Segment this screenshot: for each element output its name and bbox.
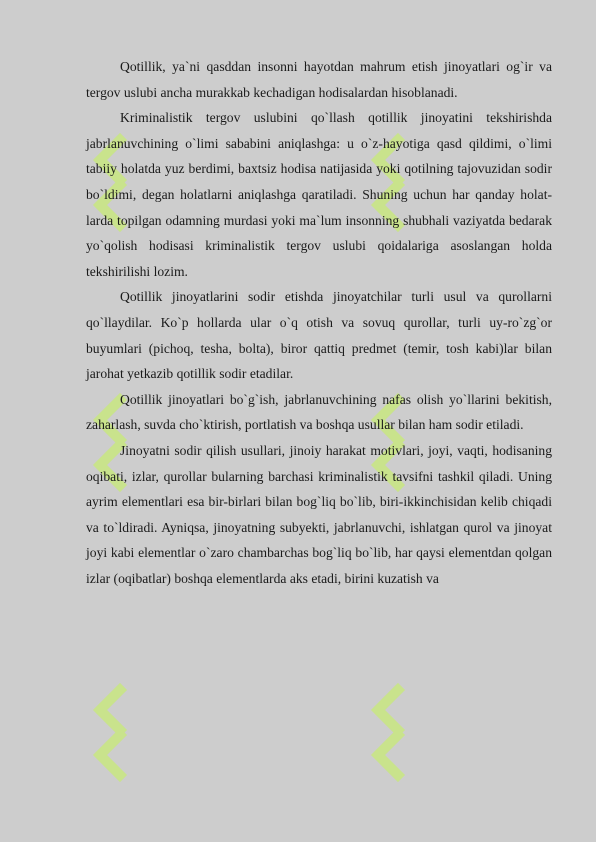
watermark-mark	[370, 680, 410, 842]
watermark-mark	[92, 680, 132, 842]
paragraph: Qotillik jinoyatlarini sodir etishda jinoyatchilar turli usul va qurollarni qo`llaydilar. Ko`p hollarda ular o`q otish va sovuq qurollar, turli uy-ro`zg`or buyumlari (pichoq, tesha, bolta), biror qattiq predmet (temir, tosh kabi)lar bilan jarohat yetkazib qotillik sodir etadilar.	[86, 289, 552, 382]
paragraph: Qotillik, ya`ni qasddan insonni hayotdan mahrum etish jinoyatlari og`ir va tergov uslubi ancha murakkab kechadigan hodisalardan hisoblanadi.	[86, 59, 552, 100]
paragraph: Jinoyatni sodir qilish usullari, jinoiy harakat motivlari, joyi, vaqti, hodisaning oqibati, izlar, qurollar bularning barchasi kriminalistik tavsifni tashkil qiladi. Uning ayrim elementlari esa bir-birlari bilan bog`liq bo`lib, biri-ikkinchisidan kelib chiqadi va to`ldiradi. Ayniqsa, jinoyatning subyekti, jabrlanuvchi, ishlatgan qurol va jinoyat joyi kabi elementlar o`zaro chambarchas bog`liq bo`lib, har qaysi elementdan qolgan izlar (oqibatlar) boshqa elementlarda aks etadi, birini kuzatish va	[86, 442, 552, 586]
paragraph: Kriminalistik tergov uslubini qo`llash qotillik jinoyatini tekshirishda jabrlanuvchining o`limi sababini aniqlashga: u o`z-hayotiga qasd qildimi, o`limi tabiiy holatda yuz berdimi, baxtsiz hodisa natijasida yoki qotilning tajovuzidan sodir bo`ldimi, degan holatlarni aniqlashga qaratiladi. Shuning uchun har qanday holat-larda topilgan odamning murdasi yoki ma`lum insonning shubhali vaziyatda bedarak yo`qolish hodisasi kriminalistik tergov uslubi qoidalariga asoslangan holda tekshirilishi lozim.	[86, 110, 552, 279]
paragraph: Qotillik jinoyatlari bo`g`ish, jabrlanuvchining nafas olish yo`llarini bekitish, zaharlash, suvda cho`ktirish, portlatish va boshqa usullar bilan ham sodir etiladi.	[86, 391, 552, 433]
document-body	[86, 54, 552, 591]
